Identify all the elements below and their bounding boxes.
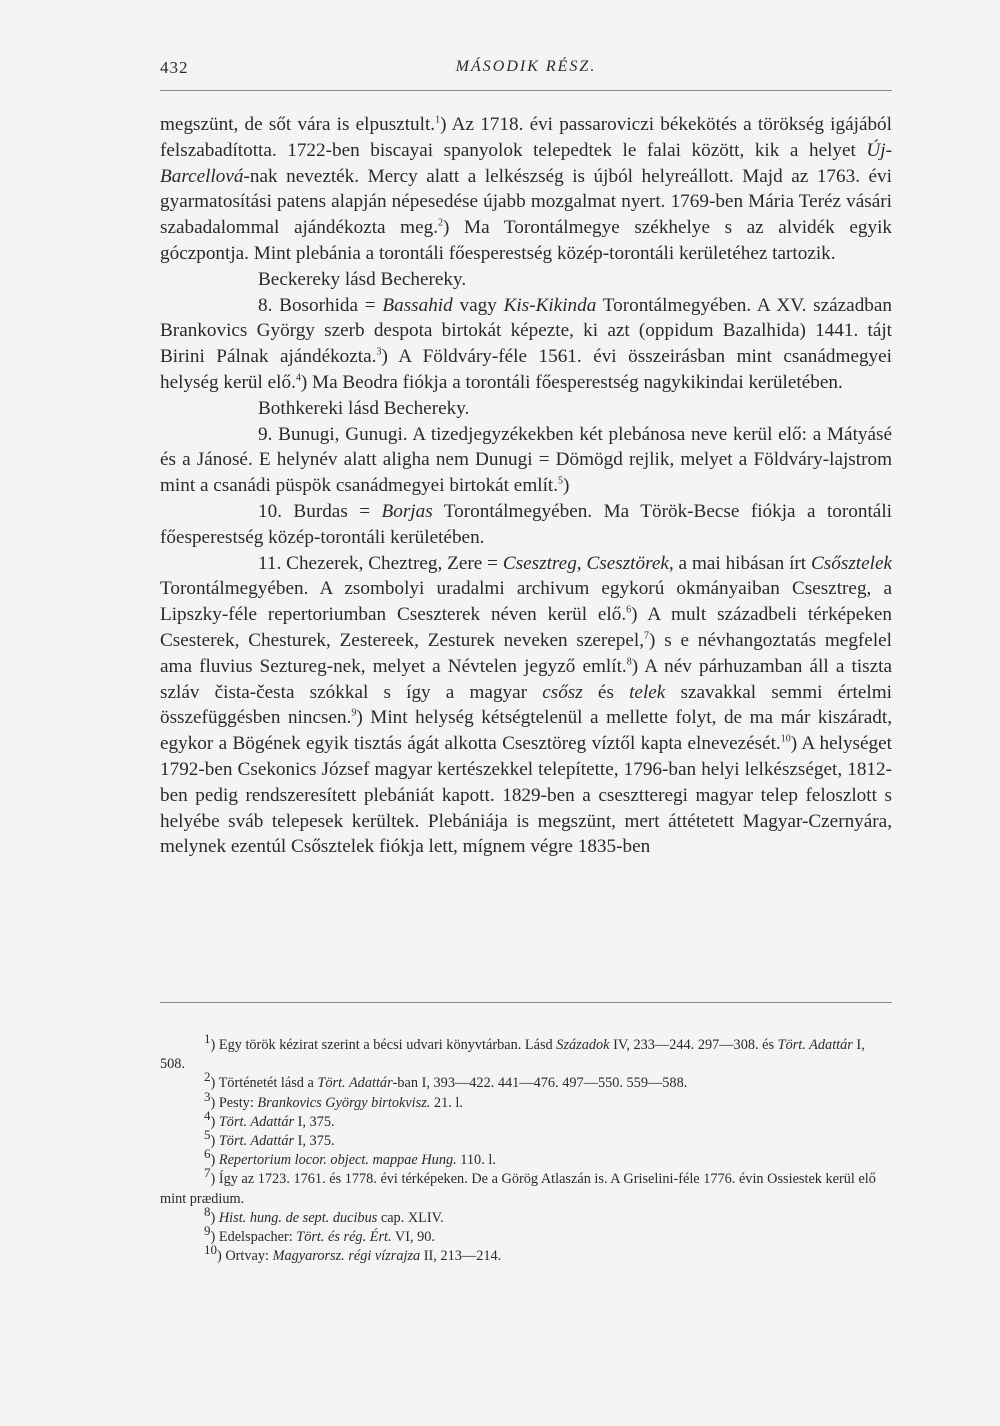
- running-head: MÁSODIK RÉSZ.: [455, 58, 597, 75]
- footnote-ref: 3: [376, 346, 382, 358]
- body-text: [160, 112, 892, 860]
- footnote-ref: 7: [644, 630, 650, 642]
- footnote-ref: 8: [626, 656, 632, 668]
- paragraph: Beckereky lásd Bechereky.: [258, 268, 467, 290]
- footnote: $^8$) Hist. hung. de sept. ducibus cap. XLIV.: [204, 1204, 444, 1226]
- footnote-rule: [160, 1002, 892, 1003]
- footnote-ref: 6: [626, 604, 632, 616]
- footnotes: [160, 1031, 892, 1266]
- paragraph: Bothkereki lásd Bechereky.: [258, 397, 470, 419]
- paragraph: 11. Chezerek, Cheztreg, Zere = Csesztreg, Csesztörek, a mai hibásan írt Csősztelek Torontálmegyében. A zsombolyi uradalmi archivum egykorú okmányaiban Csesztreg, a Lipszky-féle repertoriumban Cseszterek néven kerül elő.$^6$) A mult századbeli térképeken Csesterek, Chesturek, Zestereek, Zesturek neveken szerepel,$^7$) s e névhangoztatás megfelel ama fluvius Seztureg-nek, melyet a Névtelen jegyző említ.$^8$) A név párhuzamban áll a tiszta szláv čista-česta szókkal s így a magyar csősz és telek szavakkal semmi értelmi összefüggésben nincsen.$^9$) Mint helység kétségtelenül a mellette folyt, de ma már kiszáradt, egykor a Bögének egyik tisztás ágát alkotta Csesztöreg víztől kapta elnevezését.$^{10}$) A helységet 1792-ben Csekonics József magyar kertészekkel telepítette, 1796-ban helyi lelkészséget, 1812-ben pedig rendszeresített plebániát kapott. 1829-ben a csesztteregi magyar telep feloszlott s helyébe sváb telepesek kerültek. Plebániája is megszünt, mert áttétetett Magyar-Czernyára, melynek ezentúl Csősztelek fiókja lett, mígnem végre 1835-ben: [160, 552, 893, 858]
- paragraph: 10. Burdas = Borjas Torontálmegyében. Ma Török-Becse fiókja a torontáli főesperestség közép-torontáli kerületében.: [160, 500, 892, 548]
- page-number: 432: [160, 58, 189, 77]
- footnote-ref: 9: [351, 707, 357, 719]
- footnote: $^{10}$) Ortvay: Magyarorsz. régi vízrajza II, 213—214.: [204, 1242, 502, 1265]
- page-header: [160, 58, 892, 88]
- footnote-ref: 4: [295, 372, 301, 384]
- footnote: $^4$) Tört. Adattár I, 375.: [204, 1108, 335, 1130]
- header-rule: [160, 90, 892, 91]
- paragraph: megszünt, de sőt vára is elpusztult.$^1$) Az 1718. évi passaroviczi békekötés a törökség igájából felszabadította. 1722-ben biscayai spanyolok telepedtek le falai között, kik a helyet Új-Barcellová-nak nevezték. Mercy alatt a lelkészség is újból helyreállott. Majd az 1763. évi gyarmatosítási patens alapján népesedése újabb mozgalmat nyert. 1769-ben Mária Teréz vásári szabadalommal ajándékozta meg.$^2$) Ma Torontálmegye székhelye s az alvidék egyik góczpontja. Mint plebánia a torontáli főesperestség közép-torontáli kerületéhez tartozik.: [160, 114, 892, 264]
- footnote: $^3$) Pesty: Brankovics György birtokvisz. 21. l.: [204, 1088, 463, 1111]
- footnote: $^9$) Edelspacher: Tört. és rég. Ért. VI, 90.: [204, 1223, 435, 1246]
- paragraph: 9. Bunugi, Gunugi. A tizedjegyzékekben két plebánosa neve kerül elő: a Mátyásé és a Jánosé. E helynév alatt aligha nem Dunugi = Dömögd rejlik, melyet a Földváry-lajstrom mint a csanádi püspök csanádmegyei birtokát említ.$^5$): [160, 423, 892, 497]
- footnote-ref: 5: [558, 475, 564, 487]
- footnote: $^5$) Tört. Adattár I, 375.: [204, 1127, 335, 1150]
- footnote-ref: 2: [438, 217, 444, 229]
- footnote: $^6$) Repertorium locor. object. mappae Hung. 110. l.: [204, 1146, 496, 1169]
- footnote: $^7$) Így az 1723. 1761. és 1778. évi térképeken. De a Görög Atlaszán is. A Griselini-féle 1776. évin Ossiestek kerül elő mint prædium.: [160, 1165, 876, 1207]
- footnote-ref: 1: [435, 114, 441, 126]
- footnote: $^1$) Egy török kézirat szerint a bécsi udvari könyvtárban. Lásd Századok IV, 233—244. 297—308. és Tört. Adattár I, 508.: [160, 1031, 865, 1073]
- footnote-ref: 10: [780, 733, 791, 745]
- paragraph: 8. Bosorhida = Bassahid vagy Kis-Kikinda Torontálmegyében. A XV. században Brankovics György szerb despota birtokát képezte, ki azt (oppidum Bazalhida) 1441. tájt Birini Pálnak ajándékozta.$^3$) A Földváry-féle 1561. évi összeirásban mint csanádmegyei helység kerül elő.$^4$) Ma Beodra fiókja a torontáli főesperestség nagykikindai kerületében.: [160, 294, 892, 393]
- footnote: $^2$) Történetét lásd a Tört. Adattár-ban I, 393—422. 441—476. 497—550. 559—588.: [204, 1069, 688, 1092]
